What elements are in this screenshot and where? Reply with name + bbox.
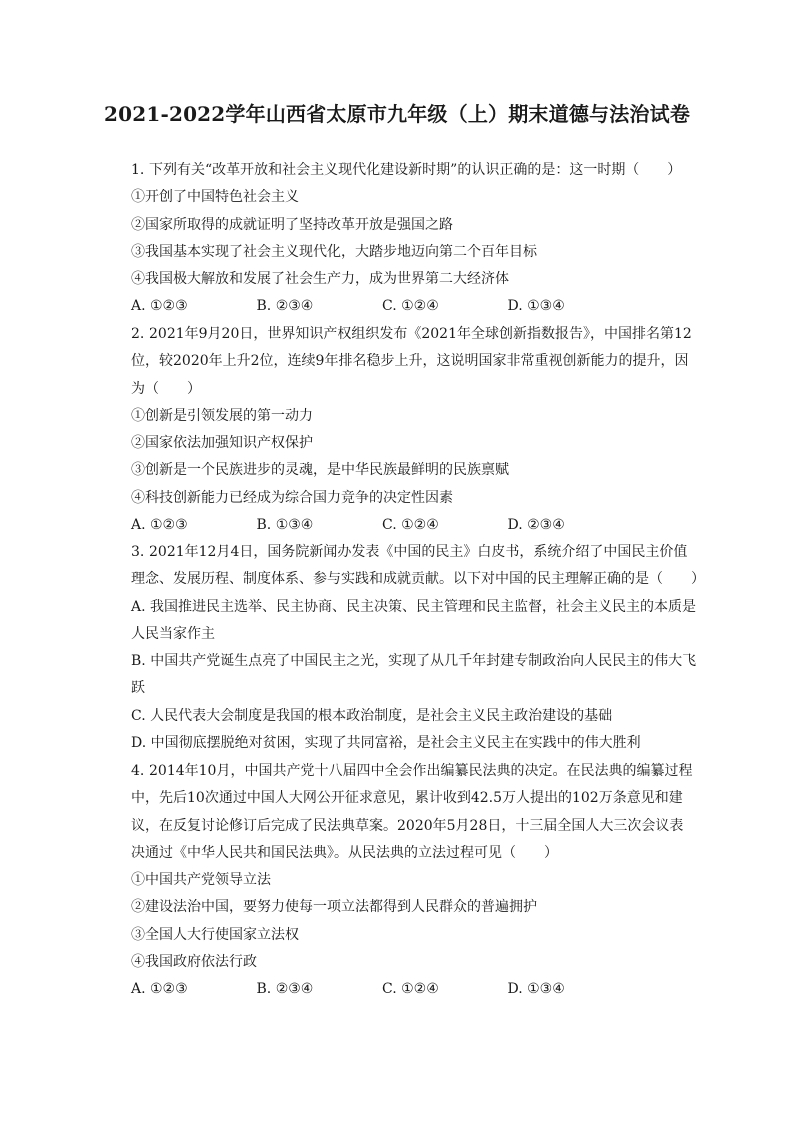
choice-a-cont: 人民当家作主 xyxy=(131,625,215,642)
statement-item: ②国家所取得的成就证明了坚持改革开放是强国之路 xyxy=(131,216,453,233)
statement-item: ②国家依法加强知识产权保护 xyxy=(131,435,313,452)
question-1 xyxy=(131,157,701,321)
question-2 xyxy=(131,321,701,539)
statement-item: ①开创了中国特色社会主义 xyxy=(131,189,299,206)
question-number: 3. xyxy=(131,544,145,560)
question-number: 4. xyxy=(131,763,145,779)
statement-item: ③我国基本实现了社会主义现代化，大踏步地迈向第二个百年目标 xyxy=(131,243,537,260)
answer-options xyxy=(131,976,701,1003)
question-number: 1. xyxy=(131,162,145,178)
answer-options xyxy=(131,293,701,320)
question-stem-cont: 位，较2020年上升2位，连续9年排名稳步上升，这说明国家非常重视创新能力的提升，因 xyxy=(131,353,689,370)
question-stem: 4. 2014年10月，中国共产党十八届四中全会作出编纂民法典的决定。在民法典的编纂过程 xyxy=(131,758,701,785)
option-c[interactable]: C. ①②④ xyxy=(382,517,439,534)
statement-item: ④我国极大解放和发展了社会生产力，成为世界第二大经济体 xyxy=(131,271,509,288)
option-a[interactable]: A. ①②③ xyxy=(131,517,188,534)
question-4 xyxy=(131,758,701,1004)
question-stem: 3. 2021年12月4日，国务院新闻办发表《中国的民主》白皮书，系统介绍了中国民主价值 xyxy=(131,539,701,566)
option-d[interactable]: D. ①③④ xyxy=(507,298,565,315)
question-3 xyxy=(131,539,705,757)
statement-item: ③创新是一个民族进步的灵魂，是中华民族最鲜明的民族禀赋 xyxy=(131,462,509,479)
option-d[interactable]: D. ①③④ xyxy=(507,981,565,998)
option-b[interactable]: B. ①③④ xyxy=(256,517,314,534)
statement-item: ③全国人大行使国家立法权 xyxy=(131,926,299,943)
option-b[interactable]: B. ②③④ xyxy=(256,981,314,998)
answer-options xyxy=(131,512,701,539)
option-c[interactable]: C. ①②④ xyxy=(382,298,439,315)
question-stem-cont: 理念、发展历程、制度体系、参与实践和成就贡献。以下对中国的民主理解正确的是（ ） xyxy=(131,571,705,588)
choice-a[interactable]: A. 我国推进民主选举、民主协商、民主决策、民主管理和民主监督，社会主义民主的本质是 xyxy=(131,598,697,615)
option-c[interactable]: C. ①②④ xyxy=(382,981,439,998)
question-stem-cont: 决通过《中华人民共和国民法典》。从民法典的立法过程可见（ ） xyxy=(131,844,558,861)
statement-item: ④科技创新能力已经成为综合国力竞争的决定性因素 xyxy=(131,489,453,506)
question-stem-cont: 议，在反复讨论修订后完成了民法典草案。2020年5月28日，十三届全国人大三次会议表 xyxy=(131,817,684,834)
exam-title: 2021-2022学年山西省太原市九年级（上）期末道德与法治试卷 xyxy=(103,102,691,126)
choice-c[interactable]: C. 人民代表大会制度是我国的根本政治制度，是社会主义民主政治建设的基础 xyxy=(131,707,613,724)
statement-item: ①中国共产党领导立法 xyxy=(131,872,271,889)
question-stem: 2. 2021年9月20日，世界知识产权组织发布《2021年全球创新指数报告》，中国排名第12 xyxy=(131,321,701,348)
statement-item: ②建设法治中国，要努力使每一项立法都得到人民群众的普遍拥护 xyxy=(131,899,537,916)
statement-item: ④我国政府依法行政 xyxy=(131,954,257,971)
question-number: 2. xyxy=(131,326,145,342)
option-b[interactable]: B. ②③④ xyxy=(256,298,314,315)
option-a[interactable]: A. ①②③ xyxy=(131,981,188,998)
statement-item: ①创新是引领发展的第一动力 xyxy=(131,407,313,424)
question-stem-cont: 中，先后10次通过中国人大网公开征求意见，累计收到42.5万人提出的102万条意见和建 xyxy=(131,790,683,807)
choice-b-cont: 跃 xyxy=(131,680,145,697)
choice-d[interactable]: D. 中国彻底摆脱绝对贫困，实现了共同富裕，是社会主义民主在实践中的伟大胜利 xyxy=(131,735,641,752)
question-stem-cont: 为（ ） xyxy=(131,380,201,397)
option-a[interactable]: A. ①②③ xyxy=(131,298,188,315)
option-d[interactable]: D. ②③④ xyxy=(507,517,565,534)
question-stem: 1. 下列有关“改革开放和社会主义现代化建设新时期”的认识正确的是：这一时期（ ） xyxy=(131,157,701,184)
choice-b[interactable]: B. 中国共产党诞生点亮了中国民主之光，实现了从几千年封建专制政治向人民民主的伟大飞 xyxy=(131,653,697,670)
